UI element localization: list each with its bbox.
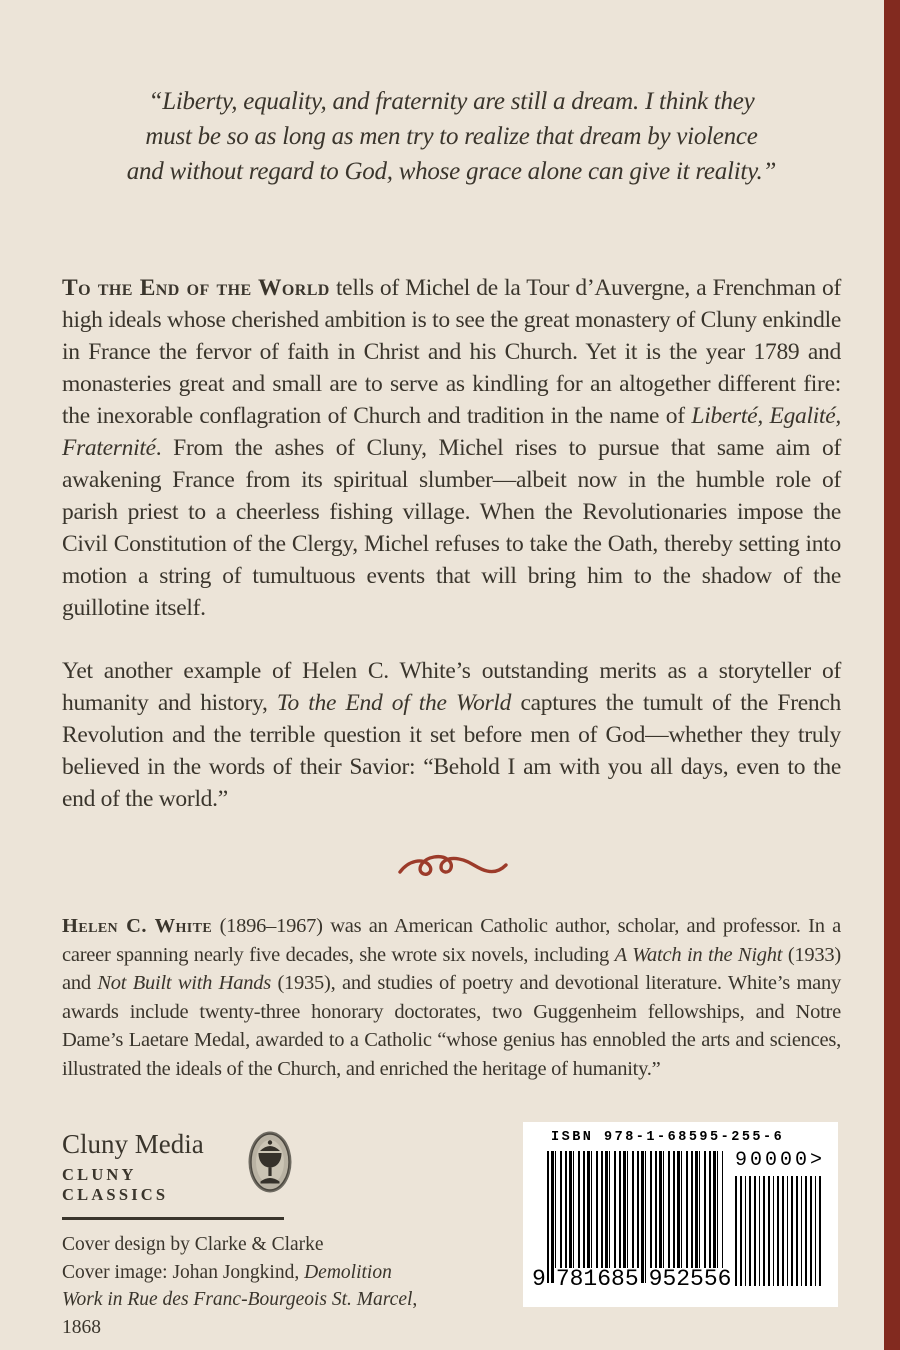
publisher-imprint: CLUNY CLASSICS <box>62 1165 169 1204</box>
publisher-logo-icon <box>247 1130 293 1199</box>
synopsis-paragraph-2: Yet another example of Helen C. White’s outstanding merits as a storyteller of humanity and history, To the End of the World captures the tumult of the French Revolution and the terrible question it set before men of God—whether they truly believed in the words of their Savior: “Behold I am with you all days, even to the end of the world.” <box>62 658 841 812</box>
barcode-digits-group-1: 781685 <box>555 1266 639 1292</box>
synopsis <box>62 272 841 846</box>
flourish-divider-icon <box>62 846 841 891</box>
ean5-supplement-barcode <box>735 1149 826 1286</box>
supplement-price-code: 90000> <box>735 1149 826 1172</box>
publisher-row <box>62 1128 442 1205</box>
barcode-digits-group-2: 952556 <box>648 1266 732 1292</box>
ean13-barcode <box>532 1151 732 1292</box>
isbn-barcode-panel <box>523 1122 838 1307</box>
cover-credits <box>62 1231 434 1341</box>
supplement-bars <box>735 1176 823 1286</box>
epigraph-quote <box>62 84 841 189</box>
publisher-divider-rule <box>62 1217 284 1220</box>
spine-edge-strip <box>884 0 900 1350</box>
quote-line-1: “Liberty, equality, and fraternity are still a dream. I think they <box>148 88 755 115</box>
isbn-number-label: ISBN 978-1-68595-255-6 <box>551 1130 785 1145</box>
cover-design-credit: Cover design by Clarke & Clarke <box>62 1234 324 1255</box>
barcode-bars <box>547 1151 723 1283</box>
cover-image-credit: Cover image: Johan Jongkind, Demolition Work in Rue des Franc-Bourgeois St. Marcel, 1868 <box>62 1261 418 1338</box>
barcode-digit-lead: 9 <box>532 1266 546 1292</box>
quote-line-3: and without regard to God, whose grace alone can give it reality.” <box>126 158 777 185</box>
author-bio: Helen C. White (1896–1967) was an American Catholic author, scholar, and professor. In a career spanning nearly five decades, she wrote six novels, including A Watch in the Night (1933) and Not Built with Hands (1935), and studies of poetry and devotional literature. White’s many awards include twenty-three honorary doctorates, two Guggenheim fellowships, and Notre Dame’s Laetare Medal, awarded to a Catholic “whose genius has ennobled the arts and sciences, illustrated the ideals of the Church, and enriched the heritage of humanity.” <box>62 915 842 1080</box>
quote-line-2: must be so as long as men try to realize that dream by violence <box>145 123 758 150</box>
publisher-block <box>62 1128 442 1341</box>
barcode-digits <box>531 1268 731 1291</box>
publisher-names <box>62 1128 247 1205</box>
publisher-name: Cluny Media <box>62 1129 204 1159</box>
synopsis-paragraph-1: To the End of the World tells of Michel de la Tour d’Auvergne, a Frenchman of high ideals whose cherished ambition is to see the great monastery of Cluny enkindle in France the fervor of faith in Christ and his Church. Yet it is the year 1789 and monasteries great and small are to serve as kindling for an altogether different fire: the inexorable conflagration of Church and tradition in the name of Liberté, Egalité, Fraternité. From the ashes of Cluny, Michel rises to pursue that same aim of awakening France from its spiritual slumber—albeit now in the humble role of parish priest to a cheerless fishing village. When the Revolutionaries impose the Civil Constitution of the Clergy, Michel refuses to take the Oath, thereby setting into motion a string of tumultuous events that will bring him to the shadow of the guillotine itself. <box>62 275 841 621</box>
